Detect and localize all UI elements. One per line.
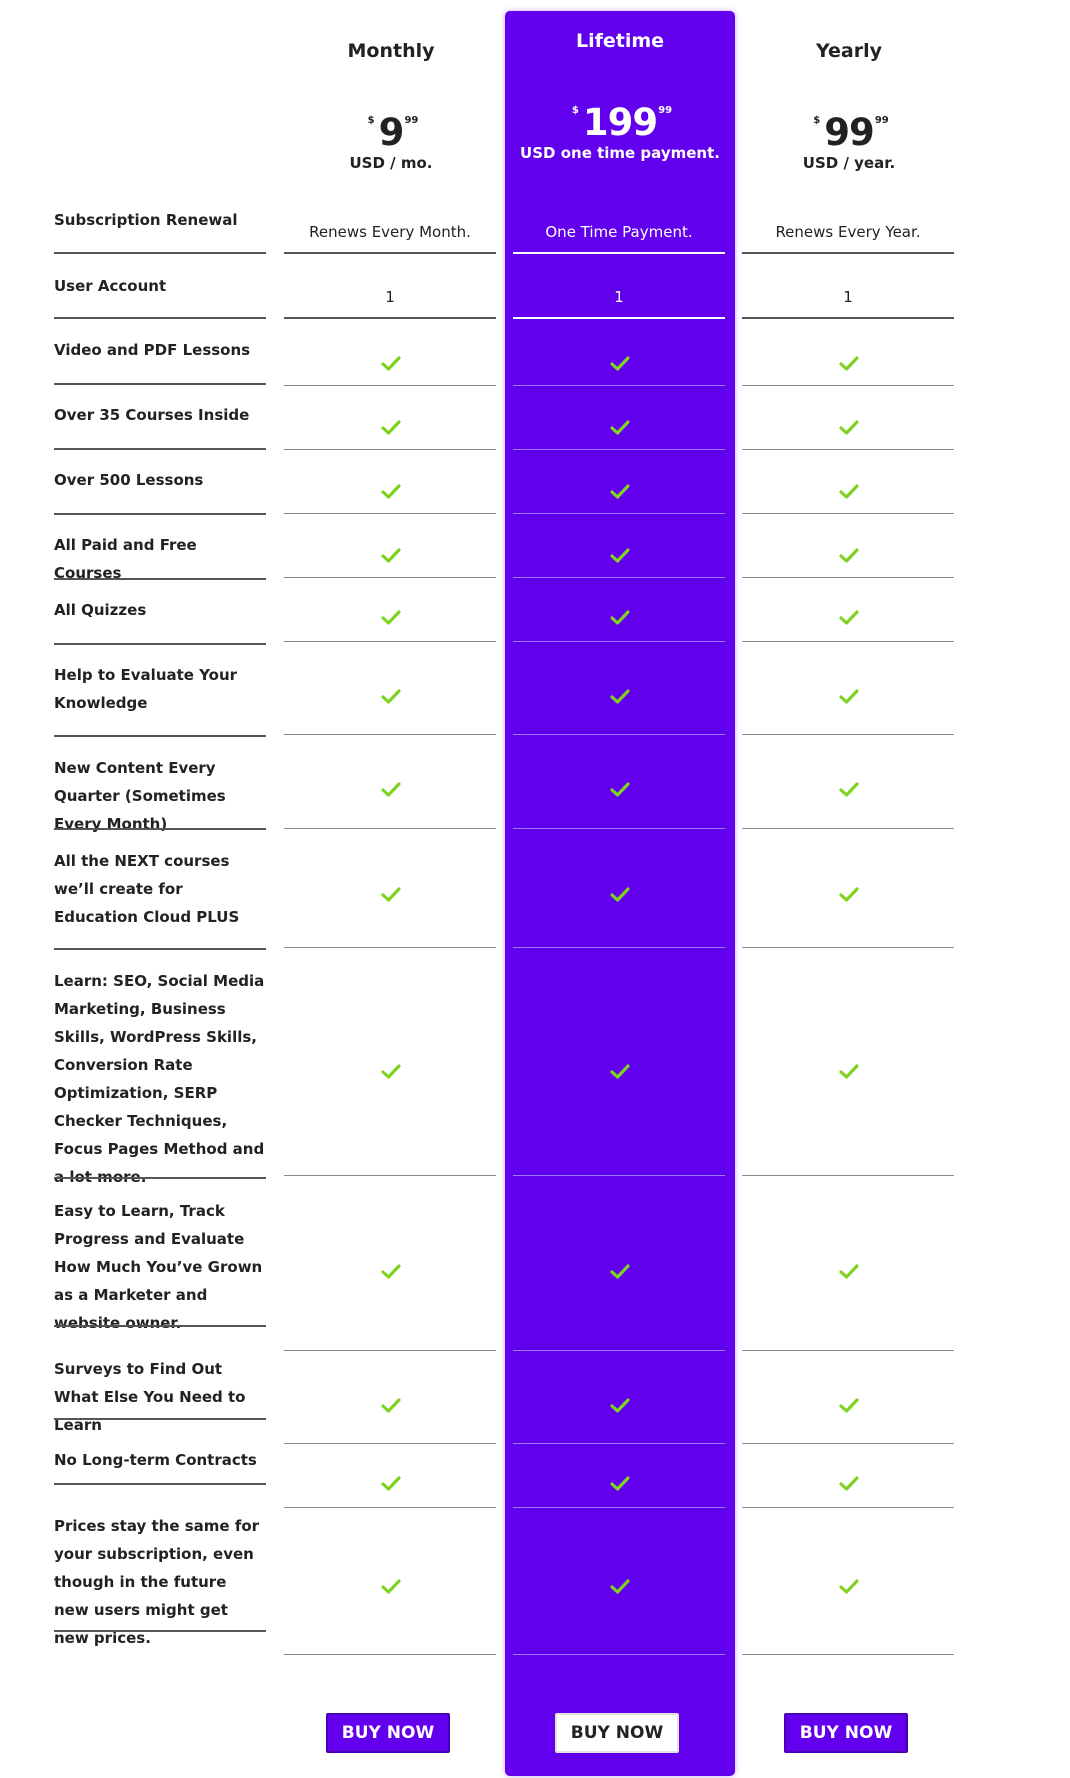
row-divider [54,1177,266,1179]
checkmark-icon [381,484,401,499]
feature-label: Easy to Learn, Track Progress and Evaluate How Much You’ve Grown as a Marketer and website owner. [54,1202,263,1332]
price-figure [813,111,889,154]
plan-name-monthly: Monthly [347,40,435,62]
cell-divider [742,641,954,642]
checkmark-icon [381,1476,401,1491]
checkmark-icon [381,1579,401,1594]
checkmark-icon [610,1064,630,1079]
price-cents: 99 [404,115,419,126]
cell-divider [284,1175,496,1176]
cell-divider [513,1654,725,1655]
cell-divider [284,317,496,319]
cell-divider [513,641,725,642]
checkmark-icon [381,689,401,704]
cell-divider [284,385,496,386]
row-divider [54,252,266,254]
cell-user-account: 1 [843,288,853,306]
cell-divider [742,1654,954,1655]
feature-label: Video and PDF Lessons [54,341,251,359]
feature-label: All Paid and Free Courses [54,536,197,582]
checkmark-icon [839,689,859,704]
checkmark-icon [839,548,859,563]
price-currency-symbol: $ [571,105,579,116]
cell-divider [284,828,496,829]
checkmark-icon [610,1579,630,1594]
cell-divider [742,734,954,735]
checkmark-icon [610,1398,630,1413]
checkmark-icon [610,887,630,902]
cell-divider [742,577,954,578]
row-divider [54,1325,266,1327]
feature-label: All Quizzes [54,601,147,619]
row-divider [54,643,266,645]
cell-divider [742,828,954,829]
cell-divider [284,1507,496,1508]
checkmark-icon [610,356,630,371]
feature-label: Over 35 Courses Inside [54,406,250,424]
checkmark-icon [839,484,859,499]
checkmark-icon [610,484,630,499]
checkmark-icon [839,782,859,797]
row-divider [54,735,266,737]
feature-label: Surveys to Find Out What Else You Need to Learn [54,1360,246,1434]
price-figure [367,111,419,154]
buy-now-button-lifetime[interactable]: BUY NOW [555,1713,679,1753]
cell-divider [513,1350,725,1351]
cell-divider [513,252,725,254]
cell-divider [742,1507,954,1508]
checkmark-icon [381,610,401,625]
cell-divider [742,449,954,450]
checkmark-icon [610,1264,630,1279]
feature-label: User Account [54,277,167,295]
row-divider [54,513,266,515]
cell-renewal: One Time Payment. [545,223,693,241]
cell-divider [513,577,725,578]
price-currency-symbol: $ [813,115,821,126]
cell-divider [513,449,725,450]
checkmark-icon [839,356,859,371]
row-divider [54,828,266,830]
checkmark-icon [381,356,401,371]
price-cents: 99 [658,105,673,116]
checkmark-icon [839,610,859,625]
cell-user-account: 1 [385,288,395,306]
price-amount: 99 [824,111,874,154]
checkmark-icon [610,610,630,625]
price-period: USD / mo. [349,154,433,172]
checkmark-icon [381,1398,401,1413]
checkmark-icon [839,1064,859,1079]
cell-divider [513,734,725,735]
price-figure [571,101,673,144]
cell-divider [513,828,725,829]
price-period: USD / year. [802,154,896,172]
feature-label: Subscription Renewal [54,211,238,229]
cell-divider [284,641,496,642]
cell-divider [513,1175,725,1176]
checkmark-icon [610,548,630,563]
checkmark-icon [610,689,630,704]
checkmark-icon [839,1398,859,1413]
cell-divider [284,577,496,578]
checkmark-icon [839,1579,859,1594]
price-amount: 9 [378,111,404,154]
row-divider [54,383,266,385]
cell-divider [742,513,954,514]
cell-divider [513,947,725,948]
checkmark-icon [381,420,401,435]
cell-divider [513,513,725,514]
checkmark-icon [610,782,630,797]
feature-label: New Content Every Quarter (Sometimes Every Month) [54,759,226,833]
price-lifetime [505,101,735,162]
cell-divider [742,1175,954,1176]
price-amount: 199 [582,101,658,144]
checkmark-icon [839,1264,859,1279]
price-currency-symbol: $ [367,115,375,126]
cell-divider [742,317,954,319]
row-divider [54,1630,266,1632]
checkmark-icon [381,1064,401,1079]
checkmark-icon [839,1476,859,1491]
cell-divider [284,252,496,254]
cell-divider [284,513,496,514]
buy-now-button-yearly[interactable]: BUY NOW [784,1713,908,1753]
row-divider [54,317,266,319]
feature-label: Help to Evaluate Your Knowledge [54,666,238,712]
cell-user-account: 1 [614,288,624,306]
row-divider [54,1483,266,1485]
feature-label: Prices stay the same for your subscription, even though in the future new users might get new prices. [54,1517,260,1647]
cell-divider [513,1507,725,1508]
feature-label: Over 500 Lessons [54,471,204,489]
row-divider [54,578,266,580]
cell-divider [742,1443,954,1444]
price-cents: 99 [874,115,889,126]
cell-divider [742,252,954,254]
checkmark-icon [381,548,401,563]
plan-name-yearly: Yearly [816,40,882,62]
cell-divider [742,385,954,386]
checkmark-icon [610,1476,630,1491]
cell-divider [284,947,496,948]
cell-divider [284,734,496,735]
price-monthly [276,111,506,172]
checkmark-icon [839,420,859,435]
row-divider [54,948,266,950]
feature-label: All the NEXT courses we’ll create for Education Cloud PLUS [54,852,240,926]
cell-divider [513,317,725,319]
cell-divider [513,1443,725,1444]
cell-divider [284,449,496,450]
cell-renewal: Renews Every Year. [775,223,921,241]
price-yearly [734,111,964,172]
price-period: USD one time payment. [520,144,720,162]
feature-label: No Long-term Contracts [54,1451,257,1469]
cell-divider [284,1654,496,1655]
checkmark-icon [381,1264,401,1279]
cell-renewal: Renews Every Month. [309,223,471,241]
buy-now-button-monthly[interactable]: BUY NOW [326,1713,450,1753]
cell-divider [742,1350,954,1351]
cell-divider [513,385,725,386]
checkmark-icon [610,420,630,435]
cell-divider [742,947,954,948]
row-divider [54,1418,266,1420]
plan-name-lifetime: Lifetime [575,30,665,52]
checkmark-icon [839,887,859,902]
checkmark-icon [381,782,401,797]
cell-divider [284,1350,496,1351]
checkmark-icon [381,887,401,902]
row-divider [54,448,266,450]
feature-label: Learn: SEO, Social Media Marketing, Business Skills, WordPress Skills, Conversion Rate Optimization, SERP Checker Techniques, Focus Pages Method and a lot more. [54,972,265,1186]
cell-divider [284,1443,496,1444]
